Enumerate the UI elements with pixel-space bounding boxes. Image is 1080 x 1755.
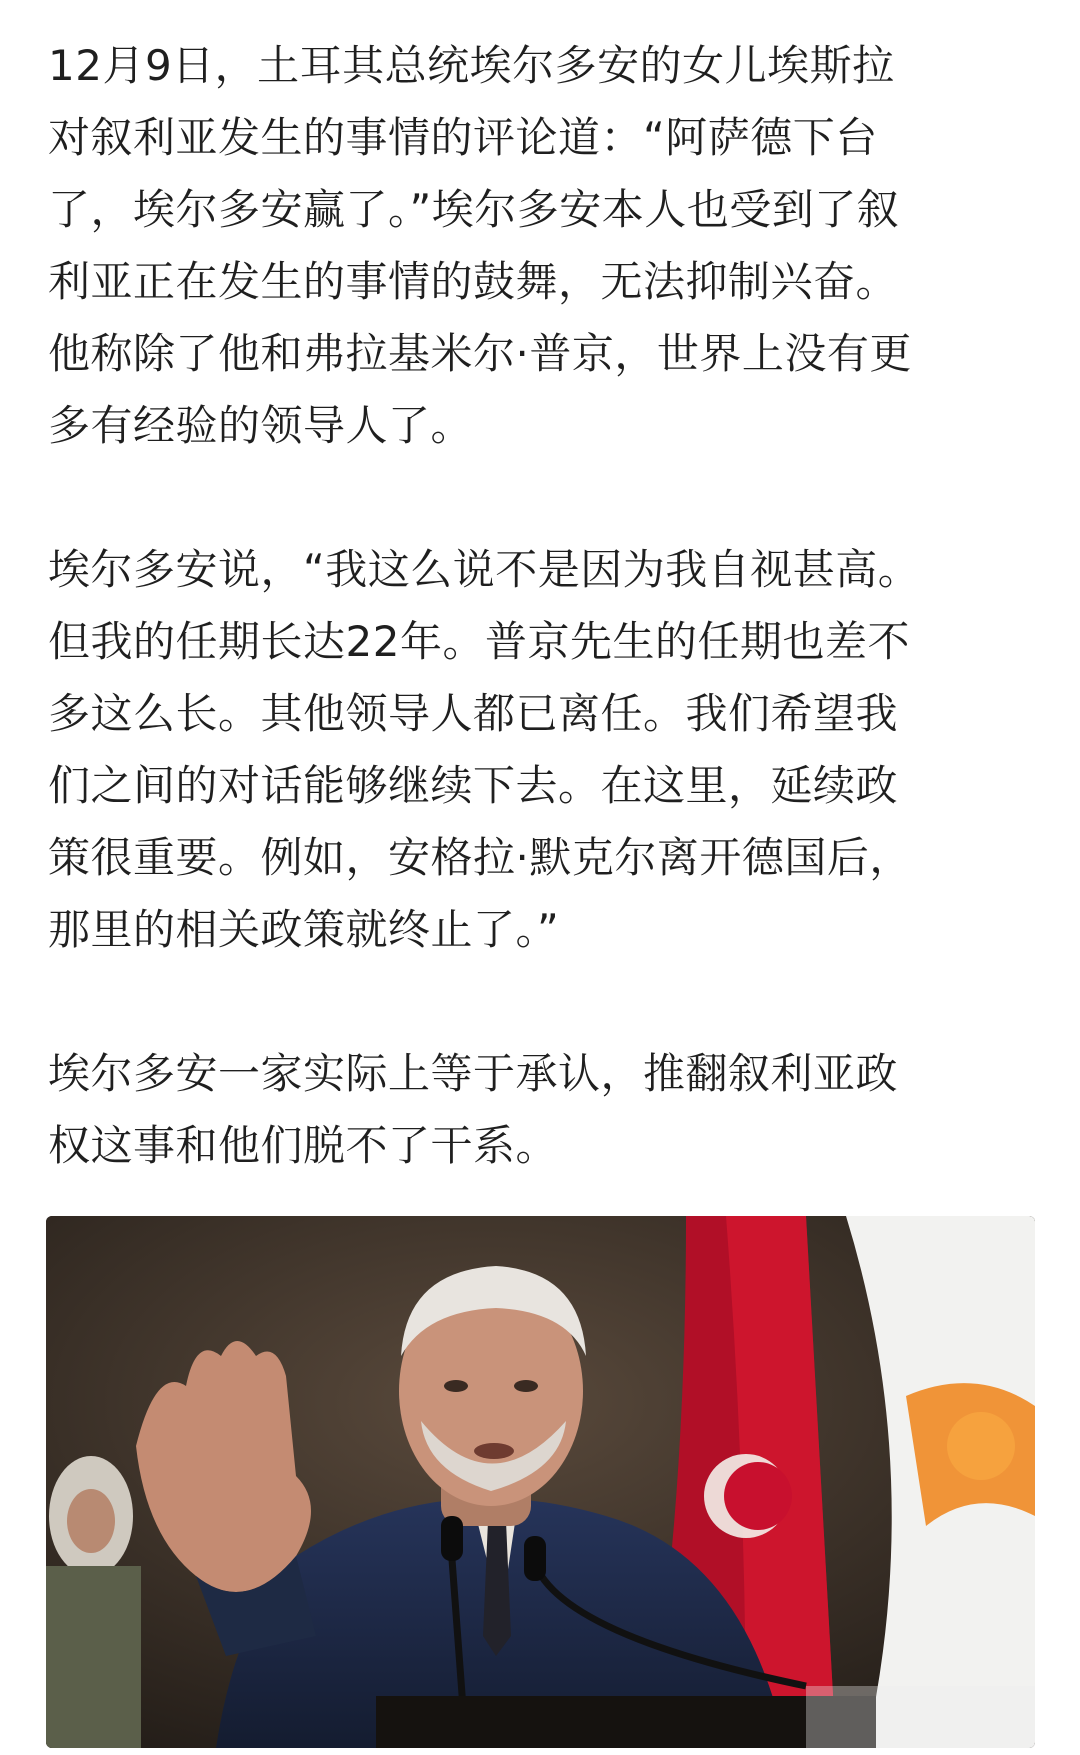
podium (376, 1696, 876, 1748)
article-photo[interactable] (46, 1216, 1035, 1748)
article-paragraph-3: 埃尔多安一家实际上等于承认，推翻叙利亚政 权这事和他们脱不了干系。 (48, 1049, 899, 1170)
background-person (46, 1456, 141, 1748)
speaker-illustration (46, 1216, 1035, 1748)
article-body (48, 30, 1038, 1182)
article-paragraph-1: 12月9日，土耳其总统埃尔多安的女儿埃斯拉 对叙利亚发生的事情的评论道：“阿萨德下台 了，埃尔多安赢了。”埃尔多安本人也受到了叙 利亚正在发生的事情的鼓舞，无法抑制兴奋。 他称除了他和弗拉基米尔·普京，世界上没有更 多有经验的领导人了。 (48, 41, 912, 450)
article-paragraph-2: 埃尔多安说，“我这么说不是因为我自视甚高。 但我的任期长达22年。普京先生的任期也差不 多这么长。其他领导人都已离任。我们希望我 们之间的对话能够继续下去。在这里，延续政 策很重要。例如，安格拉·默克尔离开德国后， 那里的相关政策就终止了。” (48, 545, 921, 954)
